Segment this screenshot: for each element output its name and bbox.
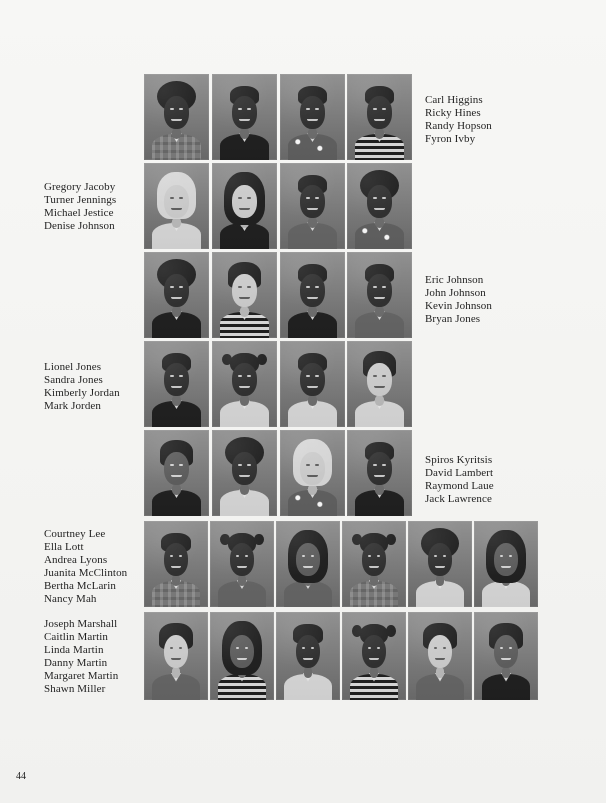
student-photo [347,252,412,338]
student-name-list [425,94,492,146]
student-name: Eric Johnson [425,274,484,286]
student-name: Linda Martin [44,644,104,656]
student-photo [280,430,345,516]
student-name: Ricky Hines [425,107,481,119]
student-name: Danny Martin [44,657,108,669]
student-name-list [44,528,127,606]
student-name: Bryan Jones [425,313,481,325]
student-photo [276,521,340,607]
student-name: Carl Higgins [425,94,483,106]
student-name: Bertha McLarin [44,580,116,592]
student-name-list [44,618,118,696]
student-name-list [425,454,494,506]
student-photo [212,252,277,338]
student-name-list [44,361,120,413]
student-photo [144,163,209,249]
student-photo [212,163,277,249]
student-photo [144,521,208,607]
student-name: Andrea Lyons [44,554,108,566]
student-name: Raymond Laue [425,480,494,492]
page-number: 44 [16,771,26,782]
student-name: Ella Lott [44,541,84,553]
student-name: Juanita McClinton [44,567,128,579]
student-name: Fyron Ivby [425,133,476,145]
student-photo [280,163,345,249]
student-name: Joseph Marshall [44,618,118,630]
student-photo [144,252,209,338]
student-name: Kevin Johnson [425,300,492,312]
student-name: Jack Lawrence [425,493,492,505]
student-photo [280,341,345,427]
student-photo [408,521,472,607]
student-name: Lionel Jones [44,361,102,373]
student-photo [144,74,209,160]
student-photo [210,612,274,700]
student-name: Kimberly Jordan [44,387,120,399]
student-photo [408,612,472,700]
student-name: Spiros Kyritsis [425,454,493,466]
student-name: Turner Jennings [44,194,117,206]
student-photo [474,521,538,607]
student-name: Margaret Martin [44,670,119,682]
student-name: Mark Jorden [44,400,102,412]
student-photo [342,612,406,700]
student-photo [212,430,277,516]
student-photo [280,252,345,338]
student-name: Nancy Mah [44,593,97,605]
student-photo [144,341,209,427]
student-name: Michael Jestice [44,207,114,219]
faded-page-header [195,44,455,62]
student-photo [347,74,412,160]
student-name: Sandra Jones [44,374,103,386]
student-photo [212,341,277,427]
student-name: Randy Hopson [425,120,492,132]
student-photo [347,430,412,516]
student-photo [144,430,209,516]
student-name: Shawn Miller [44,683,106,695]
student-name: David Lambert [425,467,494,479]
student-photo [280,74,345,160]
student-name: Gregory Jacoby [44,181,116,193]
student-photo [474,612,538,700]
student-name: John Johnson [425,287,486,299]
student-name: Caitlin Martin [44,631,109,643]
student-photo [210,521,274,607]
student-photo [212,74,277,160]
student-name-list [425,274,492,326]
student-photo [347,341,412,427]
student-photo [342,521,406,607]
student-name: Courtney Lee [44,528,106,540]
student-name-list [44,181,116,233]
student-photo [276,612,340,700]
student-name: Denise Johnson [44,220,115,232]
student-photo [347,163,412,249]
student-photo [144,612,208,700]
